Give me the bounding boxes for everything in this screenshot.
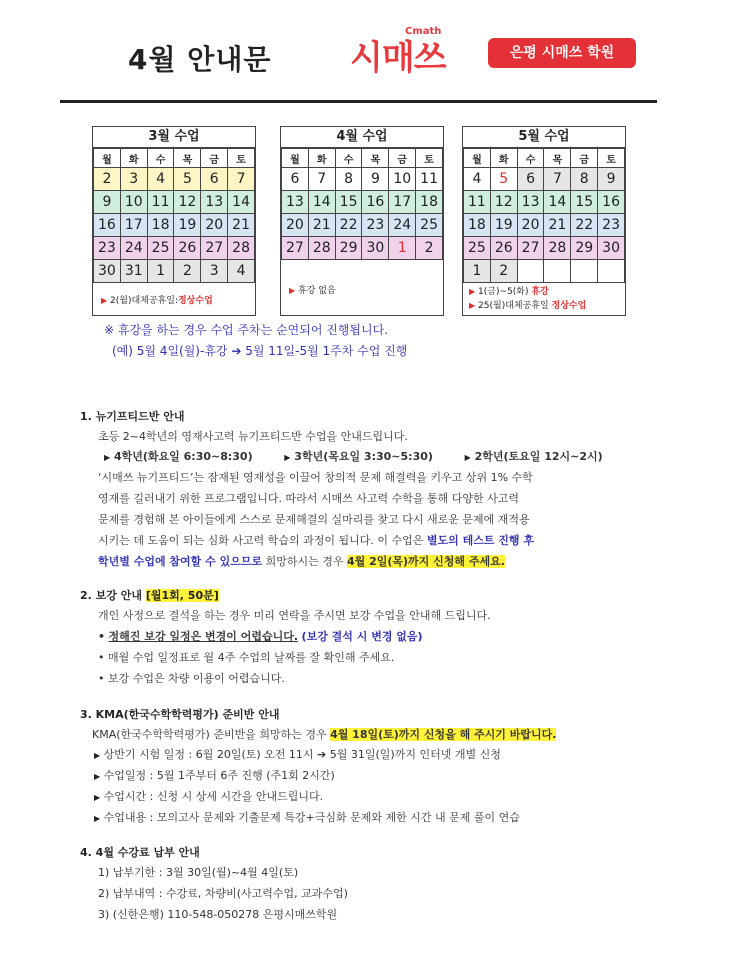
arrow-icon: ➔ — [231, 344, 242, 358]
s1-para-5: 학년별 수업에 참여할 수 있으므로 희망하시는 경우 4월 2일(목)까지 신청해 주세요. — [98, 555, 505, 568]
calendar-day: 5 — [174, 168, 201, 191]
calendar-day: 18 — [464, 214, 491, 237]
calendar-day: 12 — [174, 191, 201, 214]
calendar-day: 25 — [416, 214, 443, 237]
calendar-note: ▶ 2(월)대체공휴일:정상수업 — [101, 296, 213, 306]
s3-bullet-1: ▶ 상반기 시험 일정 : 6월 20일(토) 오전 11시 ➔ 5월 31일(일)까지 인터넷 개별 신청 — [94, 748, 501, 761]
calendar-day — [571, 260, 598, 283]
calendar-day: 4 — [228, 260, 255, 283]
calendar-day: 27 — [517, 237, 544, 260]
s2-bullet-2: • 매월 수업 일정표로 월 4주 수업의 날짜를 잘 확인해 주세요. — [98, 651, 395, 664]
calendar-day: 28 — [544, 237, 571, 260]
calendar-day: 21 — [544, 214, 571, 237]
s1-para-3: 문제를 경험해 본 아이들에게 스스로 문제해결의 실마리를 찾고 다시 새로운 문제에 재적용 — [98, 513, 530, 526]
calendar-day: 14 — [544, 191, 571, 214]
calendar-day: 4 — [464, 168, 491, 191]
calendar-day: 1 — [464, 260, 491, 283]
weekday-header: 금 — [201, 149, 228, 168]
calendar-day: 18 — [416, 191, 443, 214]
calendar-day: 10 — [389, 168, 416, 191]
header-divider — [60, 100, 657, 103]
calendar-title: 5월 수업 — [463, 127, 625, 148]
calendar-may — [462, 126, 626, 316]
calendar-day: 27 — [282, 237, 309, 260]
calendar-day: 26 — [174, 237, 201, 260]
calendar-day: 25 — [464, 237, 491, 260]
s3-bullet-4: ▶ 수업내용 : 모의고사 문제와 기출문제 특강+극심화 문제와 제한 시간 내 문제 풀이 연습 — [94, 811, 520, 824]
weekday-header: 토 — [598, 149, 625, 168]
page-title: 4월 안내문 — [128, 43, 272, 76]
section-1-title: 1. 뉴기프티드반 안내 — [80, 410, 185, 423]
calendar-day: 11 — [147, 191, 174, 214]
calendar-day: 8 — [335, 168, 362, 191]
calendar-day: 8 — [571, 168, 598, 191]
calendar-day: 19 — [174, 214, 201, 237]
calendar-day: 4 — [147, 168, 174, 191]
s4-line-1: 1) 납부기한 : 3월 30일(월)~4월 4일(토) — [98, 866, 299, 879]
calendar-day: 1 — [389, 237, 416, 260]
calendar-note: ▶ 휴강 없음 — [289, 286, 336, 296]
weekday-header: 금 — [571, 149, 598, 168]
calendar-day: 24 — [120, 237, 147, 260]
calendar-day: 22 — [571, 214, 598, 237]
s1-para-4: 시키는 데 도움이 되는 심화 사고력 학습의 과정이 됩니다. 이 수업은 별도의 테스트 진행 후 — [98, 534, 534, 547]
calendar-day: 6 — [282, 168, 309, 191]
calendar-day: 16 — [598, 191, 625, 214]
weekday-header: 수 — [147, 149, 174, 168]
section-2-title: 2. 보강 안내 [월1회, 50분] — [80, 589, 219, 602]
calendar-day: 1 — [147, 260, 174, 283]
calendar-day: 22 — [335, 214, 362, 237]
weekday-header: 월 — [464, 149, 491, 168]
section-4-title: 4. 4월 수강료 납부 안내 — [80, 846, 200, 859]
calendar-day: 23 — [362, 214, 389, 237]
calendar-day: 12 — [490, 191, 517, 214]
calendar-day: 14 — [228, 191, 255, 214]
calendar-day: 30 — [598, 237, 625, 260]
calendar-day: 26 — [490, 237, 517, 260]
calendar-day: 10 — [120, 191, 147, 214]
calendar-title: 4월 수업 — [281, 127, 443, 148]
calendar-day: 17 — [120, 214, 147, 237]
calendar-day: 6 — [201, 168, 228, 191]
s3-line-1: KMA(한국수학학력평가) 준비반을 희망하는 경우 4월 18일(토)까지 신청을 해 주시기 바랍니다. — [92, 728, 557, 741]
academy-badge: 은평 시매쓰 학원 — [488, 38, 636, 68]
calendar-day: 3 — [120, 168, 147, 191]
calendar-day — [517, 260, 544, 283]
calendar-day: 9 — [94, 191, 121, 214]
calendar-day: 28 — [228, 237, 255, 260]
calendar-day: 2 — [94, 168, 121, 191]
weekday-header: 목 — [362, 149, 389, 168]
calendar-day: 16 — [362, 191, 389, 214]
calendar-day: 31 — [120, 260, 147, 283]
weekday-header: 월 — [94, 149, 121, 168]
calendar-day: 11 — [416, 168, 443, 191]
calendar-day: 19 — [490, 214, 517, 237]
calendar-day: 3 — [201, 260, 228, 283]
calendar-day: 9 — [598, 168, 625, 191]
calendar-day: 17 — [389, 191, 416, 214]
s2-line-1: 개인 사정으로 결석을 하는 경우 미리 연락을 주시면 보강 수업을 안내해 드립니다. — [98, 609, 491, 622]
calendar-day: 25 — [147, 237, 174, 260]
calendar-title: 3월 수업 — [93, 127, 255, 148]
calendar-april — [280, 126, 444, 316]
calendar-day: 14 — [308, 191, 335, 214]
calendar-day — [544, 260, 571, 283]
s1-para-2: 영재를 길러내기 위한 프로그램입니다. 따라서 시매쓰 사고력 수학을 통해 다양한 사고력 — [98, 492, 519, 505]
calendar-day: 30 — [362, 237, 389, 260]
weekday-header: 목 — [544, 149, 571, 168]
s1-intro: 초등 2~4학년의 영재사고력 뉴기프티드반 수업을 안내드립니다. — [98, 430, 408, 443]
calendar-day — [598, 260, 625, 283]
s3-bullet-3: ▶ 수업시간 : 신청 시 상세 시간을 안내드립니다. — [94, 790, 324, 803]
postpone-notice: ※ 휴강을 하는 경우 수업 주차는 순연되어 진행됩니다. — [104, 323, 389, 337]
calendar-day: 2 — [490, 260, 517, 283]
calendar-day: 2 — [416, 237, 443, 260]
weekday-header: 화 — [120, 149, 147, 168]
calendar-day: 13 — [282, 191, 309, 214]
s4-line-2: 2) 납부내역 : 수강료, 차량비(사고력수업, 교과수업) — [98, 887, 348, 900]
calendar-day: 24 — [389, 214, 416, 237]
calendar-day: 9 — [362, 168, 389, 191]
calendar-day: 29 — [335, 237, 362, 260]
s2-bullet-1: • 정해진 보강 일정은 변경이 어렵습니다. (보강 결석 시 변경 없음) — [98, 630, 423, 643]
calendar-day: 7 — [544, 168, 571, 191]
s1-classes: ▶ 4학년(화요일 6:30~8:30) ▶ 3학년(목요일 3:30~5:30) ▶ 2학년(토요일 12시~2시) — [104, 450, 603, 463]
calendar-day: 15 — [571, 191, 598, 214]
calendar-day: 18 — [147, 214, 174, 237]
calendar-day: 15 — [335, 191, 362, 214]
calendar-note: ▶ 1(금)~5(화) 휴강 ▶ 25(월)대체공휴일 정상수업 — [469, 287, 587, 311]
weekday-header: 금 — [389, 149, 416, 168]
calendar-day: 5 — [490, 168, 517, 191]
calendar-day: 28 — [308, 237, 335, 260]
postpone-example: (예) 5월 4일(월)-휴강 ➔ 5월 11일-5월 1주차 수업 진행 — [112, 344, 408, 358]
calendar-day: 20 — [517, 214, 544, 237]
weekday-header: 화 — [308, 149, 335, 168]
weekday-header: 화 — [490, 149, 517, 168]
calendar-day: 13 — [201, 191, 228, 214]
calendar-day: 2 — [174, 260, 201, 283]
calendar-day: 29 — [571, 237, 598, 260]
logo-superscript: Cmath — [405, 26, 442, 37]
calendar-day: 11 — [464, 191, 491, 214]
weekday-header: 수 — [335, 149, 362, 168]
calendar-day: 13 — [517, 191, 544, 214]
s4-line-3: 3) (신한은행) 110-548-050278 은평시매쓰학원 — [98, 908, 338, 921]
s3-bullet-2: ▶ 수업일정 : 5월 1주부터 6주 진행 (주1회 2시간) — [94, 769, 335, 782]
calendar-day: 6 — [517, 168, 544, 191]
calendar-day: 30 — [94, 260, 121, 283]
calendar-day: 23 — [598, 214, 625, 237]
section-3-title: 3. KMA(한국수학학력평가) 준비반 안내 — [80, 708, 280, 721]
weekday-header: 목 — [174, 149, 201, 168]
weekday-header: 토 — [416, 149, 443, 168]
logo: 시매쓰 — [350, 38, 446, 78]
calendar-day: 23 — [94, 237, 121, 260]
calendar-day: 27 — [201, 237, 228, 260]
calendar-day: 7 — [228, 168, 255, 191]
calendar-day: 21 — [228, 214, 255, 237]
weekday-header: 월 — [282, 149, 309, 168]
calendar-march — [92, 126, 256, 316]
calendar-day: 20 — [282, 214, 309, 237]
calendar-day: 7 — [308, 168, 335, 191]
weekday-header: 토 — [228, 149, 255, 168]
calendar-day: 16 — [94, 214, 121, 237]
s2-bullet-3: • 보강 수업은 차량 이용이 어렵습니다. — [98, 672, 285, 685]
s1-para-1: ‘시매쓰 뉴기프티드’는 잠재된 영재성을 이끌어 창의적 문제 해결력을 키우고 상위 1% 수학 — [98, 471, 533, 484]
weekday-header: 수 — [517, 149, 544, 168]
calendar-day: 20 — [201, 214, 228, 237]
calendar-day: 21 — [308, 214, 335, 237]
